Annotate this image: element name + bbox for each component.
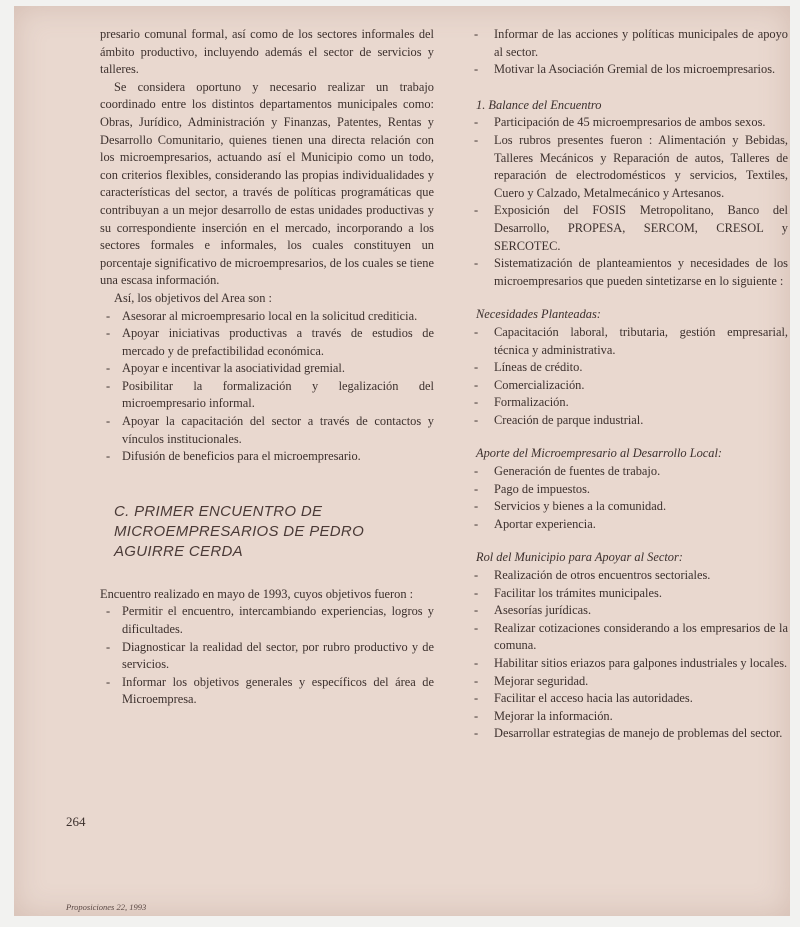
paragraph-coordination: Se considera oportuno y necesario realizar un trabajo coordinado entre los distintos departamentos municipales como: Obras, Jurídico, Administración y Finanzas, Patentes, Rentas y Desarrollo Comunitario, quienes tienen una directa relación con los microempresarios, actuando así el Municipio como un todo, con criterios flexibles, considerando las propias individualidades y características del sector, a través de políticas programáticas que contribuyan a un mejor desarrollo de estas unidades productivas y su correspondiente inserción en el mercado, incorporando a los sectores formales e informales, los cuales constituyen un porcentaje significativo de microempresarios, de los cuales se tiene una escasa información. (100, 79, 434, 288)
list-item: - Informar de las acciones y políticas municipales de apoyo al sector. (470, 26, 788, 61)
list-item: - Pago de impuestos. (470, 481, 788, 499)
list-item: - Apoyar iniciativas productivas a través de estudios de mercado y de prefactibilidad económica. (100, 325, 434, 360)
list-item: - Asesorías jurídicas. (470, 602, 788, 620)
contribution-list (470, 463, 788, 533)
list-item: - Líneas de crédito. (470, 359, 788, 377)
list-item: - Generación de fuentes de trabajo. (470, 463, 788, 481)
list-item: - Capacitación laboral, tributaria, gestión empresarial, técnica y administrativa. (470, 324, 788, 359)
needs-list (470, 324, 788, 430)
list-item: - Apoyar e incentivar la asociatividad gremial. (100, 360, 434, 378)
list-item: - Habilitar sitios eriazos para galpones industriales y locales. (470, 655, 788, 673)
list-item: - Difusión de beneficios para el microempresario. (100, 448, 434, 466)
list-item: - Participación de 45 microempresarios de ambos sexos. (470, 114, 788, 132)
list-item: - Realización de otros encuentros sectoriales. (470, 567, 788, 585)
role-list (470, 567, 788, 743)
list-item: - Apoyar la capacitación del sector a través de contactos y vínculos institucionales. (100, 413, 434, 448)
list-item: - Diagnosticar la realidad del sector, por rubro productivo y de servicios. (100, 639, 434, 674)
page (14, 6, 790, 916)
encuentro-intro: Encuentro realizado en mayo de 1993, cuyos objetivos fueron : (100, 586, 414, 601)
right-column (470, 26, 788, 743)
list-item: - Mejorar la información. (470, 708, 788, 726)
list-item: - Desarrollar estrategias de manejo de problemas del sector. (470, 725, 788, 743)
balance-heading: 1. Balance del Encuentro (476, 97, 602, 112)
section-c-heading: C. PRIMER ENCUENTRO DE MICROEMPRESARIOS DE PEDRO AGUIRRE CERDA (114, 502, 365, 560)
list-item: - Servicios y bienes a la comunidad. (470, 498, 788, 516)
needs-heading: Necesidades Planteadas: (476, 307, 601, 322)
page-number: 264 (66, 814, 86, 829)
list-item: - Realizar cotizaciones considerando a los empresarios de la comuna. (470, 620, 788, 655)
list-item: - Formalización. (470, 394, 788, 412)
list-item: - Asesorar al microempresario local en la solicitud crediticia. (100, 308, 434, 326)
balance-list (470, 114, 788, 290)
encuentro-objectives-list (100, 603, 434, 709)
objectives-list (100, 308, 434, 466)
paragraph-top: presario comunal formal, así como de los sectores informales del ámbito productivo, incluyendo además el sector de servicios y talleres. (100, 27, 434, 77)
list-item: - Mejorar seguridad. (470, 673, 788, 691)
footer-citation: Proposiciones 22, 1993 (66, 902, 147, 912)
list-item: - Comercialización. (470, 377, 788, 395)
list-item: - Los rubros presentes fueron : Alimentación y Bebidas, Talleres Mecánicos y Reparación de autos, Talleres de reparación de electrodomésticos y servicios, Textiles, Cuero y Calzado, Metalmecánico y Artesanos. (470, 132, 788, 202)
contribution-heading: Aporte del Microempresario al Desarrollo Local: (476, 446, 723, 461)
role-heading: Rol del Municipio para Apoyar al Sector: (476, 550, 683, 565)
list-item: - Facilitar el acceso hacia las autoridades. (470, 690, 788, 708)
list-item: - Exposición del FOSIS Metropolitano, Banco del Desarrollo, PROPESA, SERCOM, CRESOL y SERCOTEC. (470, 202, 788, 255)
list-item: - Posibilitar la formalización y legalización del microempresario informal. (100, 378, 434, 413)
objectives-intro: Así, los objetivos del Area son : (114, 290, 272, 305)
list-item: - Sistematización de planteamientos y necesidades de los microempresarios que pueden sintetizarse en lo siguiente : (470, 255, 788, 290)
list-item: - Informar los objetivos generales y específicos del área de Microempresa. (100, 674, 434, 709)
list-item: - Motivar la Asociación Gremial de los microempresarios. (470, 61, 788, 79)
top-items-list (470, 26, 788, 79)
list-item: - Aportar experiencia. (470, 516, 788, 534)
list-item: - Facilitar los trámites municipales. (470, 585, 788, 603)
left-column (100, 26, 434, 709)
list-item: - Permitir el encuentro, intercambiando experiencias, logros y dificultades. (100, 603, 434, 638)
list-item: - Creación de parque industrial. (470, 412, 788, 430)
